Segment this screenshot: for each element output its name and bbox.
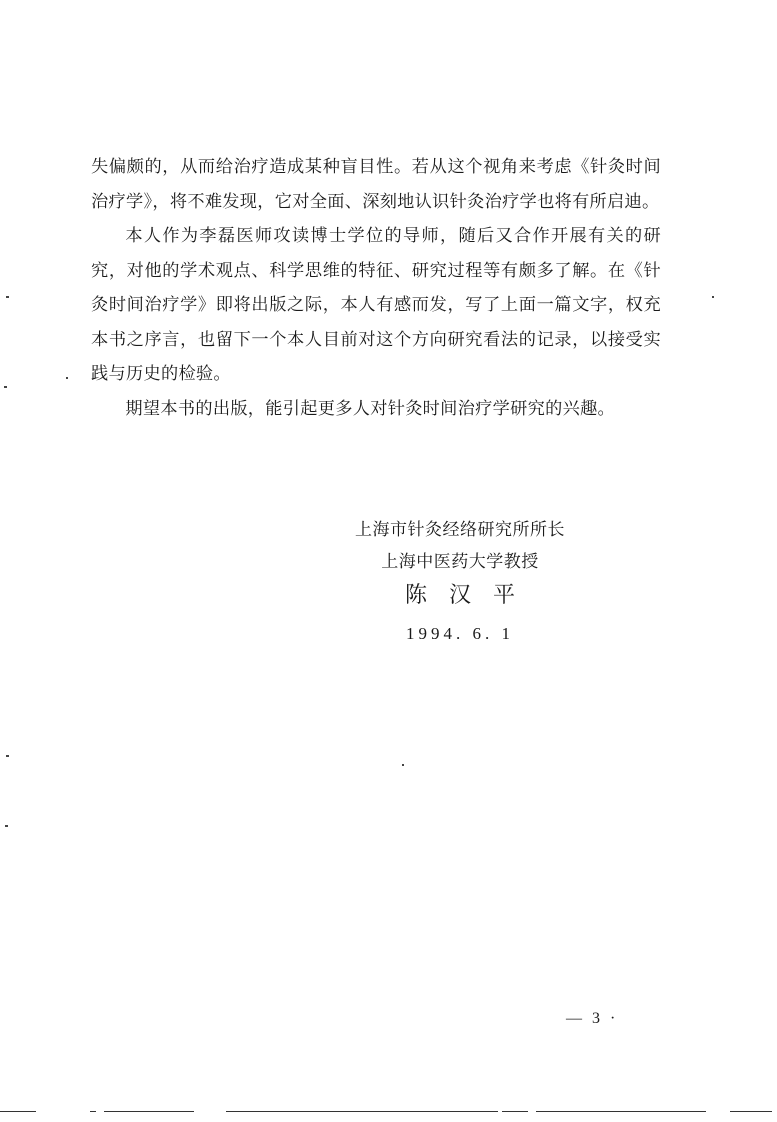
scan-edge-line	[90, 1111, 96, 1112]
scan-speck	[4, 386, 7, 388]
scan-edge-line	[104, 1111, 194, 1112]
scan-speck	[402, 764, 404, 766]
signature-block	[300, 514, 620, 654]
signature-title-institute: 上海市针灸经络研究所所长	[355, 520, 565, 540]
scan-speck	[6, 755, 9, 757]
paragraph-closing-wish: 期望本书的出版，能引起更多人对针灸时间治疗学研究的兴趣。	[125, 398, 616, 419]
scan-edge-line	[502, 1111, 528, 1112]
signature-name: 陈汉平	[404, 583, 537, 608]
preface-body	[91, 150, 661, 426]
scan-speck	[6, 296, 9, 298]
signature-title-university: 上海中医药大学教授	[381, 552, 539, 572]
scan-edge-line	[730, 1111, 772, 1112]
paragraph-author-relation: 本人作为李磊医师攻读博士学位的导师，随后又合作开展有关的研究，对他的学术观点、科学思维的特征、研究过程等有颇多了解。在《针灸时间治疗学》即将出版之际，本人有感而发，写了上面一篇文字，权充本书之序言，也留下一个本人目前对这个方向研究看法的记录，以接受实践与历史的检验。	[91, 226, 661, 384]
scan-edge-line	[226, 1111, 498, 1112]
scan-speck	[712, 296, 714, 298]
scan-edge-line	[0, 1111, 36, 1112]
scan-speck	[5, 825, 8, 827]
page-number: — 3 ·	[566, 1010, 619, 1027]
paragraph-continued: 失偏颇的，从而给治疗造成某种盲目性。若从这个视角来考虑《针灸时间治疗学》，将不难发现，它对全面、深刻地认识针灸治疗学也将有所启迪。	[91, 157, 661, 212]
signature-date: 1994. 6. 1	[406, 624, 514, 643]
scan-speck	[66, 377, 68, 379]
scan-edge-line	[536, 1111, 706, 1112]
